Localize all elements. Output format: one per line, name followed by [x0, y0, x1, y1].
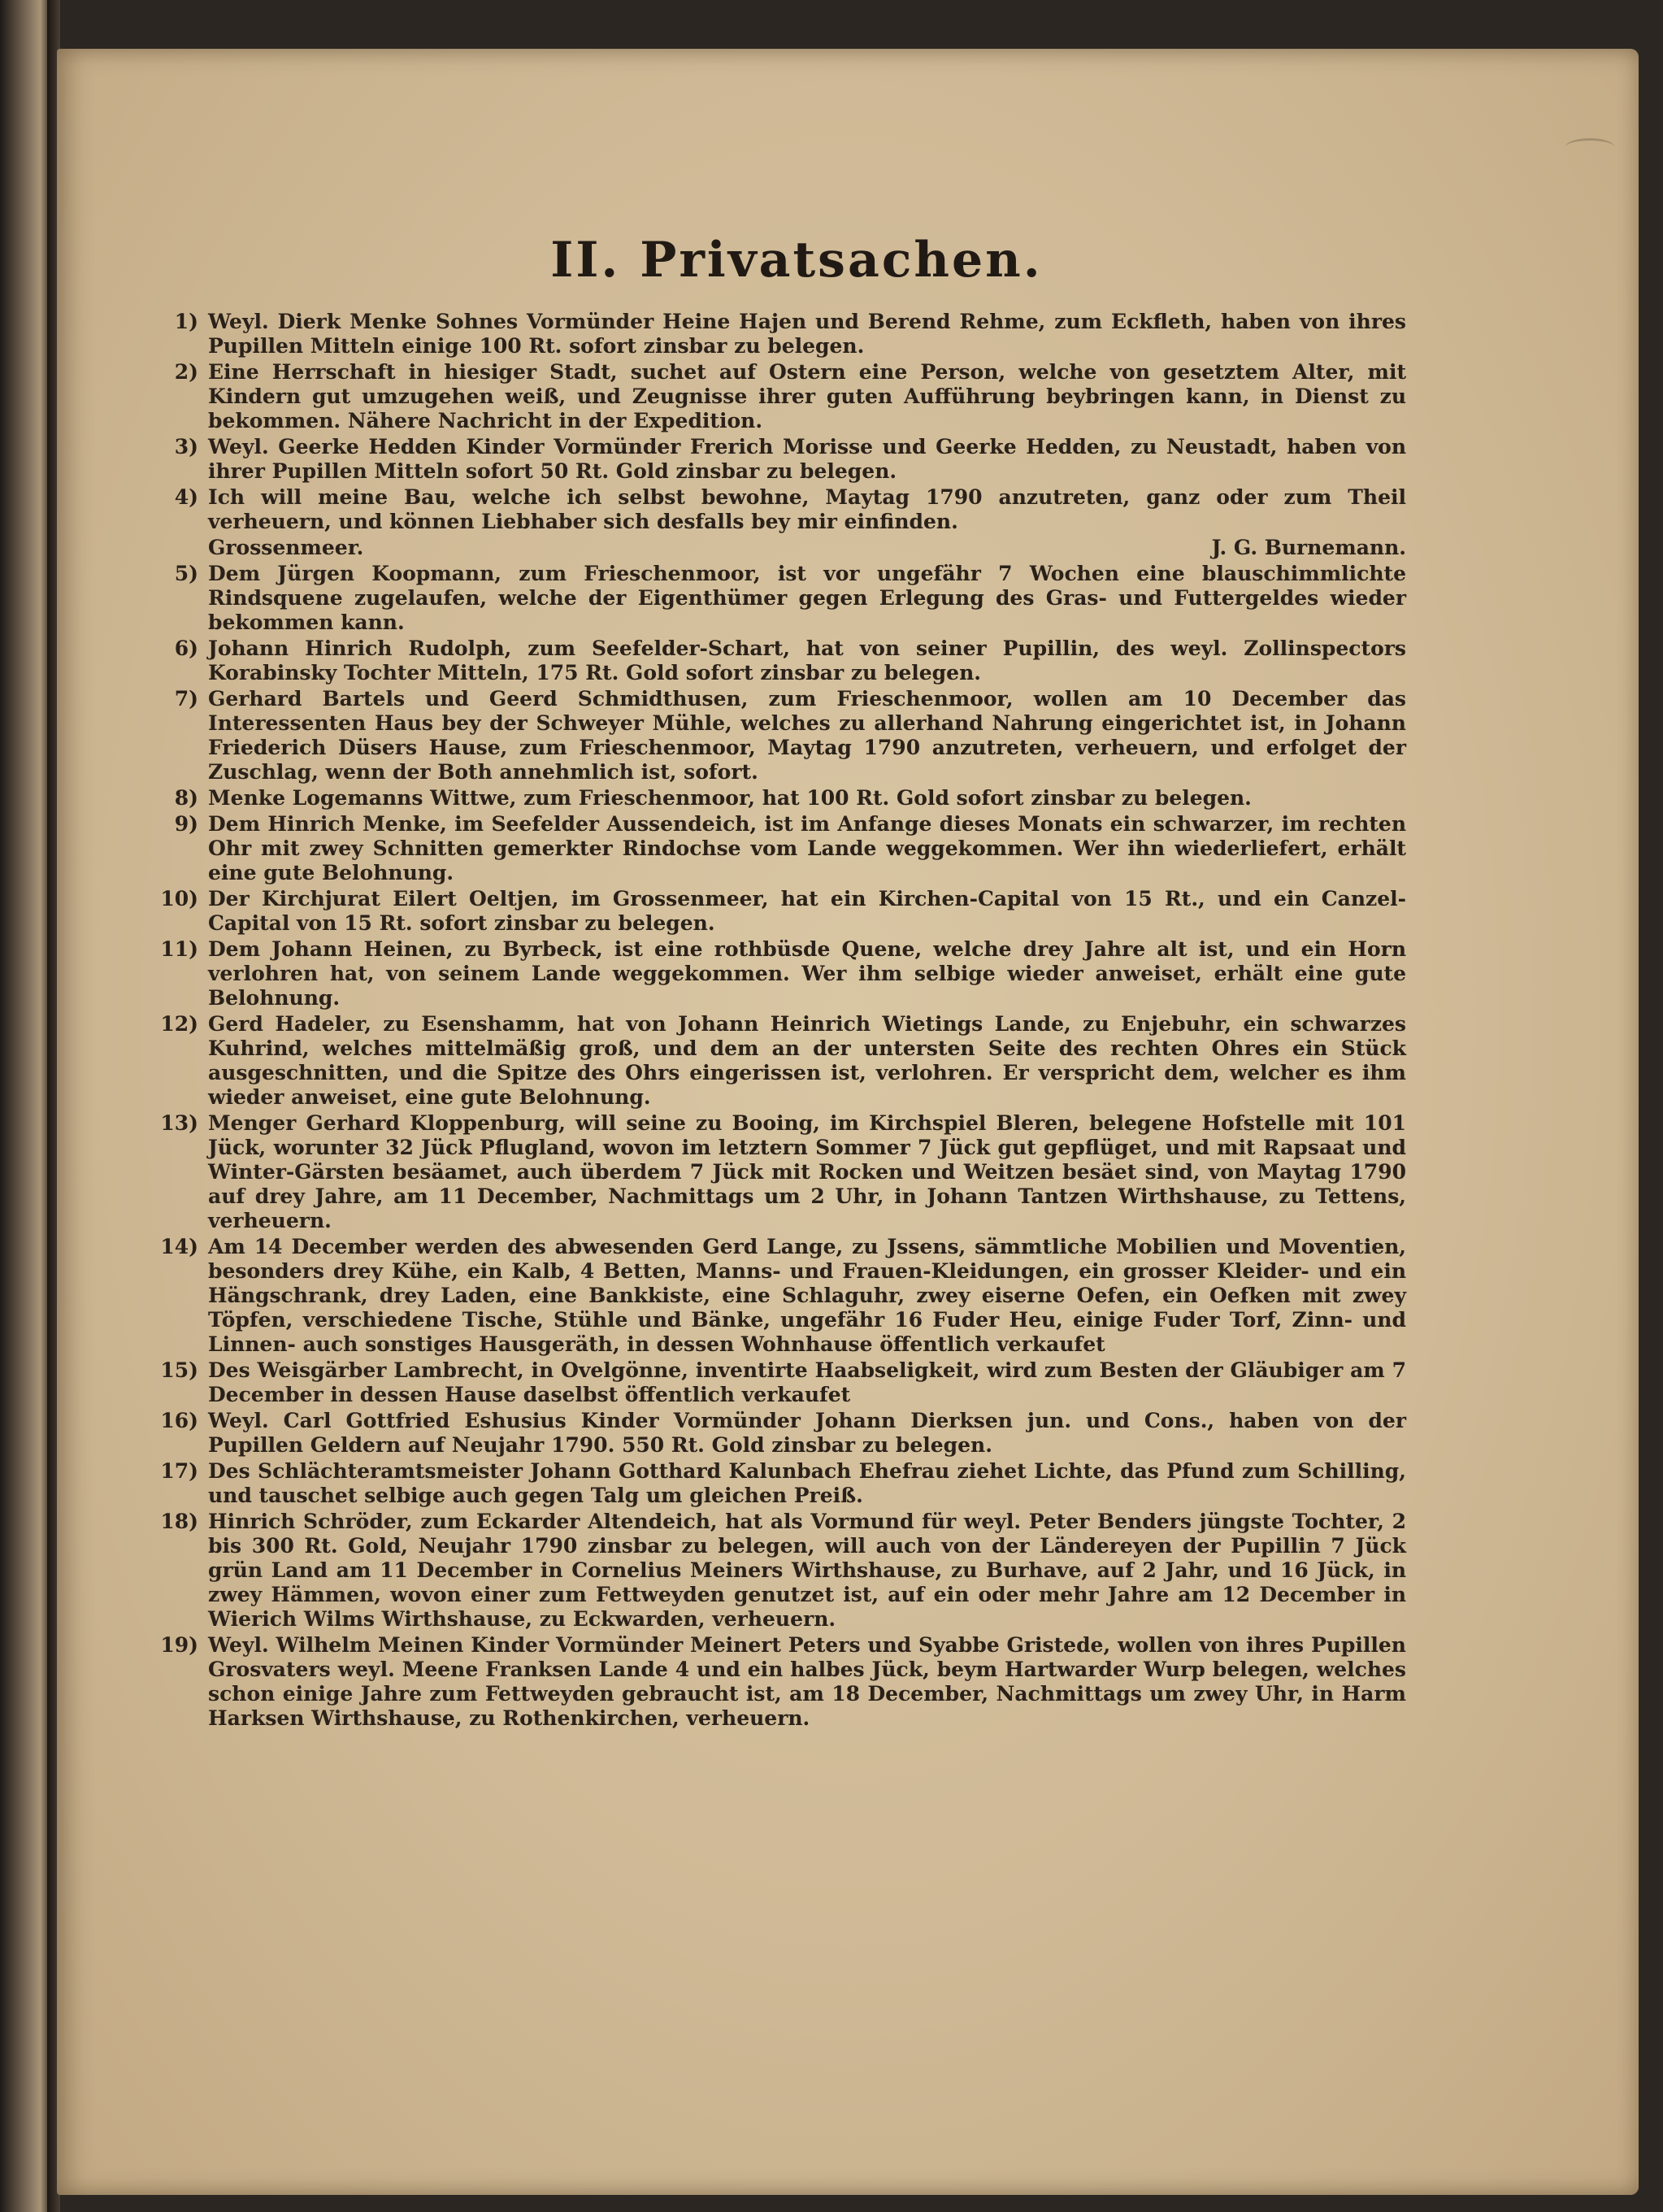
entry-number: 17) [160, 1459, 198, 1483]
entry [138, 1235, 1406, 1357]
entry-text: Der Kirchjurat Eilert Oeltjen, im Grossenmeer, hat ein Kirchen-Capital von 15 Rt., und ein Canzel-Capital von 15 Rt. sofort zinsbar zu belegen. [208, 887, 1406, 935]
entry [138, 1012, 1406, 1110]
entry-text: Gerhard Bartels und Geerd Schmidthusen, zum Frieschenmoor, wollen am 10 December das Interessenten Haus bey der Schweyer Mühle, welches zu allerhand Nahrung eingerichtet ist, in Johann Friederich Düsers Hause, zum Frieschenmoor, Maytag 1790 anzutreten, verheuern, und erfolget der Zuschlag, wenn der Both annehmlich ist, sofort. [208, 687, 1406, 784]
entry-text: Weyl. Carl Gottfried Eshusius Kinder Vormünder Johann Dierksen jun. und Cons., haben von der Pupillen Geldern auf Neujahr 1790. 550 Rt. Gold zinsbar zu belegen. [208, 1409, 1406, 1457]
entry-text: Gerd Hadeler, zu Esenshamm, hat von Johann Heinrich Wietings Lande, zu Enjebuhr, ein schwarzes Kuhrind, welches mittelmäßig groß, und dem an der untersten Seite des rechten Ohres ein Stück ausgeschnitten, und die Spitze des Ohrs eingerissen ist, verlohren. Er verspricht dem, welcher es ihm wieder anweiset, eine gute Belohnung. [208, 1012, 1406, 1109]
entry-text: Johann Hinrich Rudolph, zum Seefelder-Schart, hat von seiner Pupillin, des weyl. Zollinspectors Korabinsky Tochter Mitteln, 175 Rt. Gold sofort zinsbar zu belegen. [208, 637, 1406, 684]
entry-number: 15) [160, 1358, 198, 1382]
entry-text: Des Weisgärber Lambrecht, in Ovelgönne, inventirte Haabseligkeit, wird zum Besten der Gläubiger am 7 December in dessen Hause daselbst öffentlich verkaufet [208, 1358, 1406, 1406]
entry-number: 12) [160, 1012, 198, 1036]
entry [138, 1510, 1406, 1632]
entry [138, 1459, 1406, 1508]
entry [138, 786, 1406, 810]
entry-number: 10) [160, 887, 198, 910]
left-page-edge [0, 0, 50, 2212]
entry [138, 637, 1406, 685]
signature-name: J. G. Burnemann. [1211, 536, 1406, 559]
entry-number: 6) [174, 637, 198, 660]
entry-number: 11) [160, 937, 198, 961]
entry-number: 8) [174, 786, 198, 810]
page-content [138, 232, 1406, 1732]
entry [138, 435, 1406, 484]
entries-group-1 [138, 310, 1406, 534]
entry-text: Am 14 December werden des abwesenden Gerd Lange, zu Jssens, sämmtliche Mobilien und Moventien, besonders drey Kühe, ein Kalb, 4 Betten, Manns- und Frauen-Kleidungen, ein grosser Kleider- und ein Hängschrank, drey Laden, eine Bankkiste, eine Schlaguhr, zwey eiserne Oefen, ein Oefken mit zwey Töpfen, verschiedene Tische, Stühle und Bänke, ungefähr 16 Fuder Heu, einige Fuder Torf, Zinn- und Linnen- auch sonstiges Hausgeräth, in dessen Wohnhause öffentlich verkaufet [208, 1235, 1406, 1356]
entry [138, 1633, 1406, 1731]
signature-place: Grossenmeer. [208, 536, 364, 559]
entry-text: Hinrich Schröder, zum Eckarder Altendeich, hat als Vormund für weyl. Peter Benders jüngste Tochter, 2 bis 300 Rt. Gold, Neujahr 1790 zinsbar zu belegen, will auch von der Ländereyen der Pupillin 7 Jück grün Land am 11 December in Cornelius Meiners Wirthshause, zu Burhave, auf 2 Jahr, und 16 Jück, in zwey Hämmen, wovon einer zum Fettweyden genutzet ist, auf ein oder mehr Jahre am 12 December in Wierich Wilms Wirthshause, zu Eckwarden, verheuern. [208, 1510, 1406, 1631]
entry [138, 887, 1406, 936]
entry-number: 13) [160, 1111, 198, 1135]
entry [138, 937, 1406, 1010]
entry [138, 1358, 1406, 1407]
entry-text: Weyl. Dierk Menke Sohnes Vormünder Heine Hajen und Berend Rehme, zum Eckfleth, haben von ihres Pupillen Mitteln einige 100 Rt. sofort zinsbar zu belegen. [208, 310, 1406, 358]
entry [138, 310, 1406, 359]
entry [138, 485, 1406, 534]
signature-row [138, 536, 1406, 560]
entry-number: 4) [174, 485, 198, 509]
section-title: II. Privatsachen. [550, 232, 1043, 289]
entry-number: 2) [174, 360, 198, 384]
entry-text: Eine Herrschaft in hiesiger Stadt, suchet auf Ostern eine Person, welche von gesetztem Alter, mit Kindern gut umzugehen weiß, und Zeugnisse ihrer guten Aufführung beybringen kann, in Dienst zu bekommen. Nähere Nachricht in der Expedition. [208, 360, 1406, 432]
entry-number: 5) [174, 562, 198, 585]
entry-text: Dem Johann Heinen, zu Byrbeck, ist eine rothbüsde Quene, welche drey Jahre alt ist, und ein Horn verlohren hat, von seinem Lande weggekommen. Wer ihm selbige wieder anweiset, erhält eine gute Belohnung. [208, 937, 1406, 1010]
entry-number: 19) [160, 1633, 198, 1657]
entry-text: Weyl. Geerke Hedden Kinder Vormünder Frerich Morisse und Geerke Hedden, zu Neustadt, haben von ihrer Pupillen Mitteln sofort 50 Rt. Gold zinsbar zu belegen. [208, 435, 1406, 483]
entry-number: 7) [174, 687, 198, 711]
entry [138, 1409, 1406, 1458]
entry-text: Menger Gerhard Kloppenburg, will seine zu Booing, im Kirchspiel Bleren, belegene Hofstelle mit 101 Jück, worunter 32 Jück Pflugland, wovon im letztern Sommer 7 Jück gut gepflüget, und mit Rapsaat und Winter-Gärsten besäamet, auch überdem 7 Jück mit Rocken und Weitzen besäet sind, von Maytag 1790 auf drey Jahre, am 11 December, Nachmittags um 2 Uhr, in Johann Tantzen Wirthshause, zu Tettens, verheuern. [208, 1111, 1406, 1232]
entry [138, 360, 1406, 433]
entry [138, 562, 1406, 635]
page [57, 49, 1639, 2195]
entry-number: 3) [174, 435, 198, 458]
entry-text: Dem Hinrich Menke, im Seefelder Aussendeich, ist im Anfange dieses Monats ein schwarzer, im rechten Ohr mit zwey Schnitten gemerkter Rindochse vom Lande weggekommen. Wer ihn wiederliefert, erhält eine gute Belohnung. [208, 812, 1406, 884]
entry-number: 9) [174, 812, 198, 836]
entry-text: Weyl. Wilhelm Meinen Kinder Vormünder Meinert Peters und Syabbe Gristede, wollen von ihres Pupillen Grosvaters weyl. Meene Franksen Lande 4 und ein halbes Jück, beym Hartwarder Wurp belegen, welches schon einige Jahre zum Fettweyden gebraucht ist, am 18 December, Nachmittags um zwey Uhr, in Harm Harksen Wirthshause, zu Rothenkirchen, verheuern. [208, 1633, 1406, 1730]
entry-number: 18) [160, 1510, 198, 1533]
entry-text: Des Schlächteramtsmeister Johann Gotthard Kalunbach Ehefrau ziehet Lichte, das Pfund zum Schilling, und tauschet selbige auch gegen Talg um gleichen Preiß. [208, 1459, 1406, 1507]
entry-number: 14) [160, 1235, 198, 1258]
entry [138, 687, 1406, 784]
entries-group-2 [138, 562, 1406, 1731]
entry [138, 1111, 1406, 1233]
entry [138, 812, 1406, 885]
entry-text: Dem Jürgen Koopmann, zum Frieschenmoor, ist vor ungefähr 7 Wochen eine blauschimmlichte Rindsquene zugelaufen, welche der Eigenthümer gegen Erlegung des Gras- und Futtergeldes wieder bekommen kann. [208, 562, 1406, 634]
entry-number: 16) [160, 1409, 198, 1432]
page-corner-curl [1565, 138, 1614, 155]
entry-text: Menke Logemanns Wittwe, zum Frieschenmoor, hat 100 Rt. Gold sofort zinsbar zu belegen. [208, 786, 1252, 810]
entry-number: 1) [174, 310, 198, 333]
entry-text: Ich will meine Bau, welche ich selbst bewohne, Maytag 1790 anzutreten, ganz oder zum Theil verheuern, und können Liebhaber sich desfalls bey mir einfinden. [208, 485, 1406, 533]
